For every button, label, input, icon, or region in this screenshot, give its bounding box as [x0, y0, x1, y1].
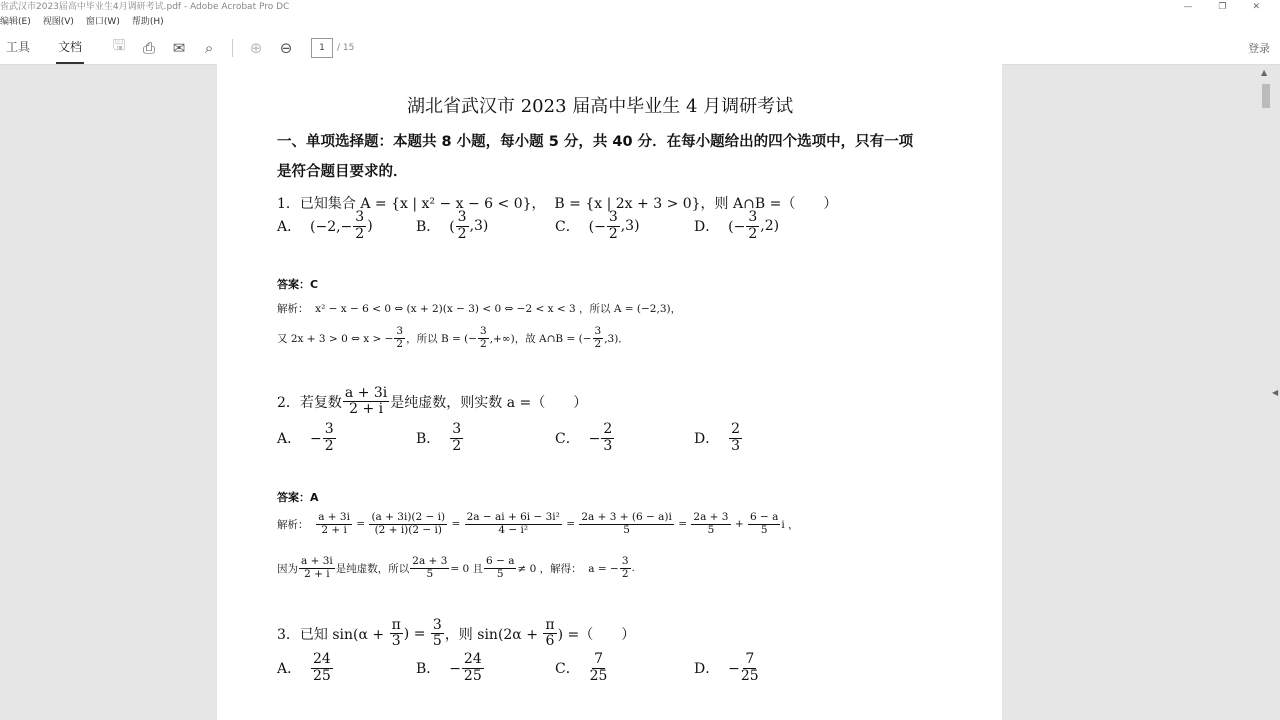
denominator: 2	[324, 437, 334, 454]
fraction	[316, 512, 352, 536]
option-B	[416, 422, 464, 454]
menu-bar	[0, 14, 1280, 31]
numerator: a + 3i	[318, 511, 350, 523]
fraction	[450, 422, 463, 454]
minimize-button[interactable]: —	[1183, 2, 1193, 12]
math-text: C．	[555, 661, 589, 677]
math-text: = 0 且	[450, 562, 484, 575]
numerator: (a + 3i)(2 − i)	[371, 511, 446, 523]
numerator: 7	[594, 651, 603, 668]
math-text: +	[731, 518, 747, 531]
denominator: 2	[621, 567, 629, 580]
math-text: 因为	[277, 562, 298, 575]
numerator: 3	[396, 325, 404, 337]
title-bar	[0, 0, 1280, 14]
solution-1-line-2	[277, 326, 629, 350]
denominator: 5	[426, 567, 434, 580]
numerator: 2a + 3	[412, 555, 448, 567]
numerator: 2	[603, 421, 613, 438]
denominator: 5	[496, 567, 504, 580]
math-text: =	[448, 518, 464, 531]
denominator: 2 + i	[321, 523, 347, 536]
denominator: 2	[396, 337, 404, 350]
fraction	[484, 556, 516, 580]
numerator: 3	[432, 617, 442, 633]
toolbar	[0, 31, 1280, 65]
denominator: 5	[432, 633, 442, 650]
math-text: D． (−	[694, 219, 746, 235]
math-text: ) =	[403, 625, 430, 642]
math-text: ，则 sin(2α +	[444, 626, 543, 643]
scroll-up-icon[interactable]: ▲	[1261, 68, 1268, 77]
numerator: 3	[324, 421, 334, 438]
denominator: 2	[355, 225, 365, 242]
solution-1-line-1	[277, 301, 681, 316]
math-text: )	[367, 218, 373, 234]
denominator: 2	[608, 225, 618, 242]
numerator: a + 3i	[344, 385, 388, 401]
numerator: a + 3i	[301, 555, 333, 567]
math-text: 答案：C	[277, 278, 319, 291]
solution-2-line-2	[277, 556, 635, 580]
fraction	[343, 386, 389, 418]
scrollbar-thumb[interactable]	[1262, 84, 1270, 108]
numerator: 3	[457, 209, 467, 226]
denominator: 6	[545, 633, 555, 650]
numerator: 24	[313, 651, 331, 668]
previous-page-icon[interactable]: ⊕	[249, 38, 263, 57]
math-text: i ，	[781, 518, 799, 531]
denominator: 3	[603, 437, 613, 454]
denominator: 2	[452, 437, 462, 454]
fraction	[620, 556, 631, 580]
fraction	[741, 652, 759, 684]
math-text: B． (	[416, 219, 455, 235]
math-text: 是纯虚数，则实数 a =（ ）	[390, 394, 588, 411]
math-text: B．	[416, 431, 450, 447]
denominator: (2 + i)(2 − i)	[374, 523, 442, 536]
math-text: ,3)	[469, 218, 489, 234]
math-text: =	[562, 518, 579, 531]
option-A	[277, 422, 337, 454]
numerator: 6 − a	[486, 555, 515, 567]
menu-edit[interactable]: 编辑(E)	[0, 17, 31, 27]
pdf-page	[217, 64, 1002, 720]
denominator: 5	[623, 523, 630, 536]
window-title: 省武汉市2023届高中毕业生4月调研考试.pdf - Adobe Acrobat Pro DC	[0, 2, 290, 12]
fraction	[390, 618, 403, 650]
fraction	[590, 652, 608, 684]
math-text: ≠ 0 ，解得： a = −	[517, 562, 619, 575]
numerator: 3	[594, 325, 602, 337]
fraction	[746, 210, 759, 242]
tab-tools[interactable]: 工具	[6, 40, 31, 54]
fraction	[729, 422, 742, 454]
numerator: 3	[748, 209, 758, 226]
numerator: 3	[480, 325, 487, 337]
numerator: 3	[452, 421, 462, 438]
denominator: 5	[760, 523, 768, 536]
option-B	[416, 652, 485, 684]
denominator: 2	[457, 225, 467, 242]
math-text: A． (−2,−	[277, 219, 353, 235]
math-text: 又 2x + 3 > 0 ⇔ x > −	[277, 332, 394, 345]
question-3	[277, 618, 635, 650]
denominator: 2	[594, 337, 602, 350]
fraction	[323, 422, 336, 454]
math-text: ,3)．	[604, 332, 629, 345]
denominator: 2	[480, 337, 487, 350]
option-C	[555, 210, 640, 242]
numerator: π	[545, 617, 555, 633]
numerator: 2	[731, 421, 741, 438]
fraction	[543, 618, 556, 650]
fraction	[353, 210, 366, 242]
tab-document[interactable]: 文档	[52, 31, 88, 64]
fraction	[311, 652, 333, 684]
math-text: 解析：	[277, 518, 316, 531]
denominator: 25	[589, 667, 608, 684]
math-text: ,3)	[620, 218, 640, 234]
denominator: 2 + i	[349, 401, 384, 418]
fraction	[456, 210, 469, 242]
denominator: 2 + i	[304, 567, 330, 580]
numerator: 3	[355, 209, 365, 226]
fraction	[691, 512, 730, 536]
menu-window[interactable]: 窗口(W)	[85, 17, 120, 27]
numerator: 2a + 3	[693, 511, 729, 523]
math-text: 1．已知集合 A = {x | x² − x − 6 < 0}， B = {x | 2x + 3 > 0}，则 A∩B =（ ）	[277, 196, 838, 212]
denominator: 4 − i²	[498, 523, 529, 536]
math-text: B． −	[416, 661, 461, 677]
math-text: ,2)	[760, 218, 780, 234]
close-button[interactable]: ✕	[1252, 2, 1260, 12]
denominator: 25	[463, 667, 482, 684]
denominator: 25	[313, 667, 331, 684]
math-text: ,+∞)，故 A∩B = (−	[489, 332, 592, 345]
numerator: 24	[463, 651, 482, 668]
option-B	[416, 210, 488, 242]
math-text: 是纯虚数，所以	[335, 562, 410, 575]
divider	[232, 39, 233, 57]
numerator: 6 − a	[749, 511, 779, 523]
fraction	[748, 512, 780, 536]
page-number-input[interactable]: 1	[311, 38, 333, 58]
math-text: 解析： x² − x − 6 < 0 ⇔ (x + 2)(x − 3) < 0 ⇔ −2 < x < 3 ，所以 A = (−2,3)，	[277, 303, 682, 315]
fraction	[299, 556, 335, 580]
denominator: 3	[391, 633, 401, 650]
math-text: ) =（ ）	[557, 626, 636, 643]
search-icon[interactable]: ⌕	[204, 38, 214, 57]
fraction	[601, 422, 614, 454]
fraction	[579, 512, 674, 536]
answer-1	[277, 276, 318, 292]
fraction	[462, 652, 484, 684]
numerator: 3	[608, 209, 618, 226]
numerator: 3	[621, 555, 629, 567]
fraction	[369, 512, 447, 536]
math-text: D．	[694, 431, 729, 447]
math-text: =	[674, 518, 691, 531]
page-count: / 15	[337, 42, 355, 53]
answer-2	[277, 489, 319, 505]
email-icon[interactable]: ✉	[172, 38, 186, 57]
fraction	[593, 326, 604, 350]
fraction	[465, 512, 562, 536]
fraction	[607, 210, 620, 242]
option-D	[694, 422, 743, 454]
menu-help[interactable]: 帮助(H)	[131, 17, 164, 27]
numerator: 7	[745, 651, 755, 668]
denominator: 5	[707, 523, 715, 536]
fraction	[478, 326, 489, 350]
panel-expand-icon[interactable]: ◀	[1272, 388, 1279, 397]
fraction	[410, 556, 449, 580]
math-text: .	[631, 562, 635, 575]
option-C	[555, 422, 615, 454]
math-text: C． −	[555, 431, 601, 447]
math-text: 答案：A	[277, 491, 319, 504]
option-A	[277, 210, 373, 242]
option-C	[555, 652, 608, 684]
denominator: 25	[740, 667, 759, 684]
next-page-icon[interactable]: ⊖	[279, 38, 293, 57]
fraction	[431, 618, 444, 650]
print-icon[interactable]: ⎙	[143, 38, 156, 57]
denominator: 3	[731, 437, 741, 454]
denominator: 2	[748, 225, 758, 242]
math-text: ，所以 B = (−	[406, 332, 478, 345]
section-heading: 一、单项选择题：本题共 8 小题，每小题 5 分，共 40 分．在每小题给出的四个选项中，只有一项	[277, 134, 914, 150]
numerator: 2a − ai + 6i − 3i²	[466, 511, 560, 523]
math-text: D． −	[694, 661, 740, 677]
option-A	[277, 652, 334, 684]
math-text: A． −	[277, 431, 322, 447]
restore-button[interactable]: ❐	[1218, 2, 1227, 12]
math-text: C． (−	[555, 219, 606, 235]
document-title: 湖北省武汉市 2023 届高中毕业生 4 月调研考试	[407, 96, 794, 117]
math-text: 3．已知 sin(α +	[277, 626, 389, 643]
math-text: 2．若复数	[277, 394, 342, 411]
menu-view[interactable]: 视图(V)	[42, 17, 74, 27]
save-icon[interactable]: 🖫	[112, 36, 126, 54]
solution-2-line-1	[277, 512, 799, 536]
section-heading-cont: 是符合题目要求的．	[277, 164, 408, 180]
option-D	[694, 210, 779, 242]
numerator: 2a + 3 + (6 − a)i	[581, 511, 672, 523]
fraction	[394, 326, 405, 350]
question-2	[277, 386, 587, 418]
math-text: =	[352, 518, 369, 531]
option-D	[694, 652, 760, 684]
numerator: π	[391, 617, 401, 633]
login-button[interactable]: 登录	[1248, 41, 1270, 55]
math-text: A．	[277, 661, 311, 677]
